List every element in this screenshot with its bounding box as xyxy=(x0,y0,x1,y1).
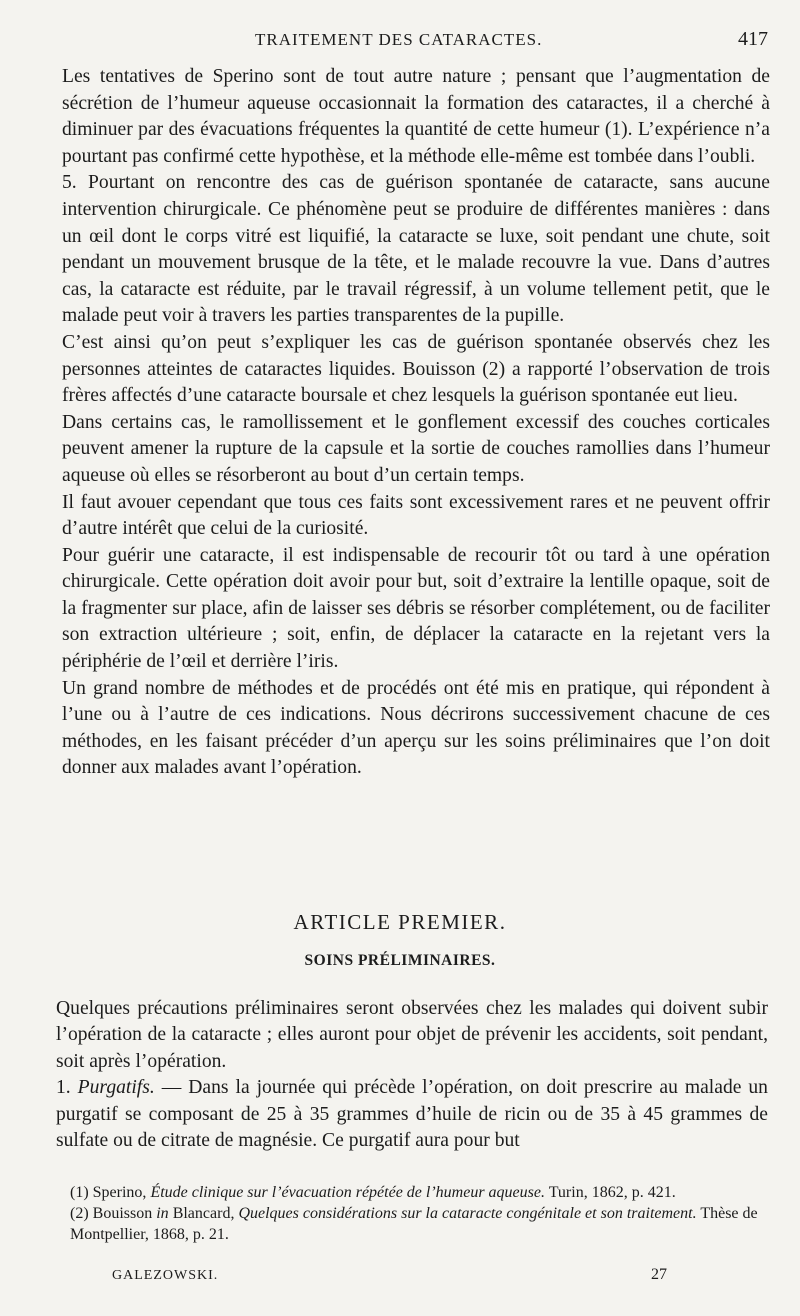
paragraph: Un grand nombre de méthodes et de procédés ont été mis en pratique, qui répondent à l’une ou à l’autre de ces indications. Nous décrirons successivement chacune de ces méthodes, en les faisant précéder d’un aperçu sur les soins préliminaires que l’on doit donner aux malades avant l’opération. xyxy=(62,677,770,779)
paragraph: Il faut avouer cependant que tous ces faits sont excessivement rares et ne peuvent offrir d’autre intérêt que celui de la curiosité. xyxy=(62,491,770,540)
footnote-mark: (1) xyxy=(70,1184,89,1201)
page-number: 417 xyxy=(738,28,768,50)
purgatifs-heading: Purgatifs. xyxy=(77,1077,155,1099)
purgatifs-text: — Dans la journée qui précède l’opération, on doit prescrire au malade un purgatif se composant de 25 à 35 grammes d’huile de ricin ou de 35 à 45 grammes de sulfate ou de citrate de magnésie. Ce purgatif aura pour but xyxy=(56,1077,768,1152)
purgatifs-paragraph xyxy=(56,1075,768,1154)
footnote-in: in xyxy=(156,1205,169,1222)
paragraph: Dans certains cas, le ramollissement et le gonflement excessif des couches corticales peuvent amener la rupture de la capsule et la sortie de couches ramollies dans l’humeur aqueuse où elles se résorberont au bout d’un certain temps. xyxy=(62,411,770,486)
paragraph: C’est ainsi qu’on peut s’expliquer les cas de guérison spontanée observés chez les personnes atteintes de cataractes liquides. Bouisson (2) a rapporté l’observation de trois frères affectés d’une cataracte boursale et chez lesquels la guérison spontanée eut lieu. xyxy=(62,331,770,407)
sheet-number: 27 xyxy=(651,1266,667,1283)
main-text xyxy=(62,64,770,782)
footnote-rest: Thèse de Montpellier, 1868, p. 21. xyxy=(70,1205,758,1243)
running-head-title: TRAITEMENT DES CATARACTES. xyxy=(255,30,543,49)
running-head xyxy=(0,30,800,56)
paragraph: Les tentatives de Sperino sont de tout autre nature ; pensant que l’augmentation de sécrétion de l’humeur aqueuse occasionnait la formation des cataractes, il a cherché à diminuer par des évacuations fréquentes la quantité de cette humeur (1). L’expérience n’a pourtant pas confirmé cette hypothèse, et la méthode elle-même est tombée dans l’oubli. xyxy=(62,66,770,167)
footnote-title: Quelques considérations sur la cataracte congénitale et son traitement. xyxy=(238,1205,697,1222)
footnote-1 xyxy=(70,1182,770,1203)
article-title: ARTICLE PREMIER. xyxy=(293,910,507,934)
footnote-title: Étude clinique sur l’évacuation répétée de l’humeur aqueuse. xyxy=(150,1184,545,1201)
footnote-rest: Turin, 1862, p. 421. xyxy=(548,1184,676,1201)
list-number: 1. xyxy=(56,1077,71,1099)
section-subtitle: SOINS PRÉLIMINAIRES. xyxy=(304,952,496,969)
paragraph: Pour guérir une cataracte, il est indispensable de recourir tôt ou tard à une opération chirurgicale. Cette opération doit avoir pour but, soit d’extraire la lentille opaque, soit de la fragmenter sur place, afin de laisser ses débris se résorber complétement, ou de faciliter son extraction ultérieure ; soit, enfin, de déplacer la cataracte en la rejetant vers la périphérie de l’œil et derrière l’iris. xyxy=(62,544,770,673)
footnote-author: Sperino, xyxy=(92,1184,147,1201)
footnote-editor: Blancard, xyxy=(172,1205,235,1222)
footnotes xyxy=(70,1182,770,1245)
footnote-author: Bouisson xyxy=(92,1205,153,1222)
paragraph: 5. Pourtant on rencontre des cas de guérison spontanée de cataracte, sans aucune intervention chirurgicale. Ce phénomène peut se produire de différentes manières : dans un œil dont le corps vitré est liquifié, la cataracte se luxe, soit pendant une chute, soit pendant un mouvement brusque de la tête, et le malade recouvre la vue. Dans d’autres cas, la cataracte est réduite, par le travail régressif, à un volume tellement petit, que le malade peut voir à travers les parties transparentes de la pupille. xyxy=(62,172,770,327)
footnote-mark: (2) xyxy=(70,1205,89,1222)
signature-mark: GALEZOWSKI. xyxy=(112,1268,219,1283)
footnote-2 xyxy=(70,1203,770,1245)
paragraph: Quelques précautions préliminaires seront observées chez les malades qui doivent subir l’opération de la cataracte ; elles auront pour objet de prévenir les accidents, soit pendant, soit après l’opération. xyxy=(56,998,768,1072)
section-text xyxy=(56,996,768,1154)
